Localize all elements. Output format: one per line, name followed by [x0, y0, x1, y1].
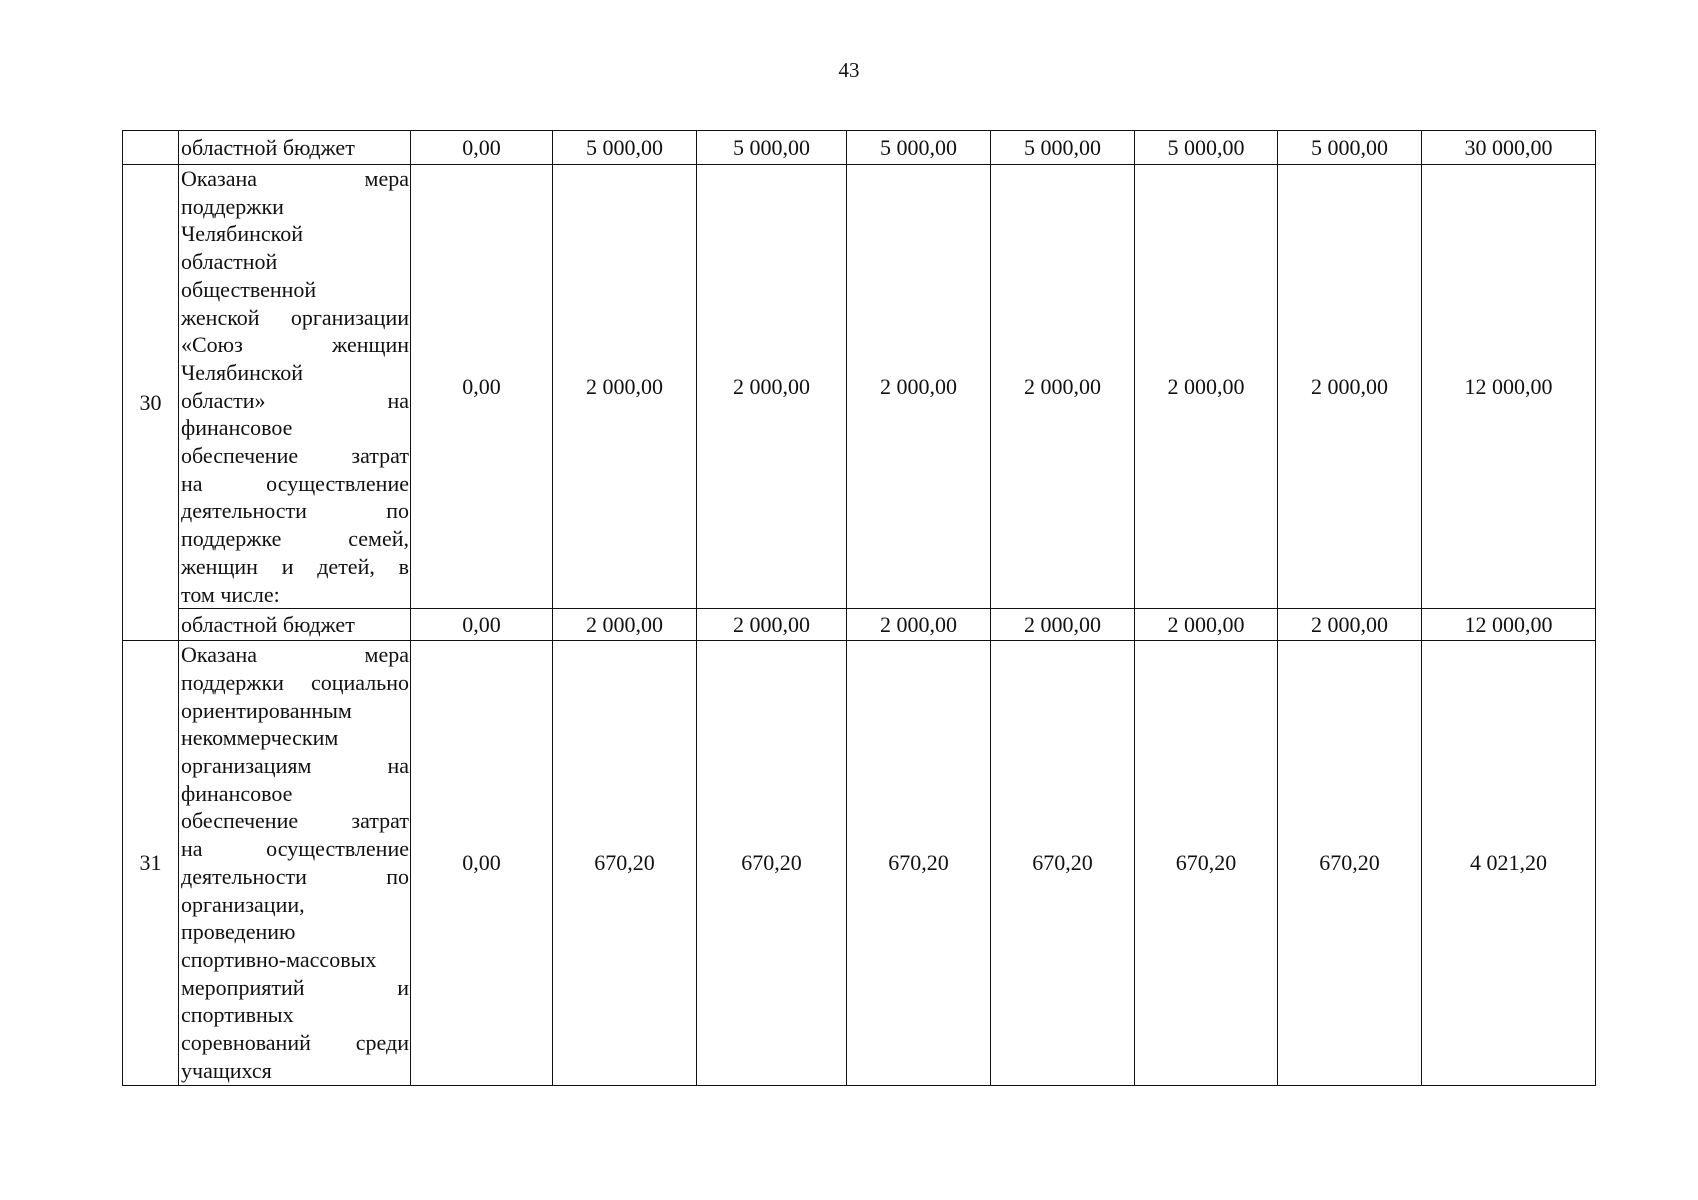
description-line: деятельности по — [181, 498, 409, 524]
row-description — [179, 641, 411, 1085]
description-line: Оказана мера — [181, 642, 409, 668]
value-cell: 2 000,00 — [1135, 165, 1278, 609]
value-cell: 2 000,00 — [847, 165, 991, 609]
value-cell: 670,20 — [847, 641, 991, 1085]
description-line: женской организации — [181, 304, 409, 330]
description-line: поддержки — [181, 193, 284, 219]
description-line: на осуществление — [181, 836, 409, 862]
value-cell: 5 000,00 — [697, 131, 847, 165]
total-cell: 4 021,20 — [1422, 641, 1596, 1085]
row-number: 31 — [123, 641, 179, 1085]
description-line: женщин и детей, в — [181, 553, 409, 579]
row-label: областной бюджет — [179, 131, 411, 165]
value-cell: 2 000,00 — [1278, 165, 1422, 609]
value-cell: 0,00 — [411, 609, 553, 641]
description-line: Оказана мера — [181, 166, 409, 191]
value-cell: 2 000,00 — [847, 609, 991, 641]
value-cell: 5 000,00 — [1278, 131, 1422, 165]
row-label: областной бюджет — [179, 609, 411, 641]
description-line: мероприятий и — [181, 974, 409, 1000]
description-line: спортивно-массовых — [181, 946, 377, 972]
value-cell: 0,00 — [411, 165, 553, 609]
description-line: проведению — [181, 919, 296, 945]
table-row — [123, 131, 1596, 165]
value-cell: 5 000,00 — [1135, 131, 1278, 165]
value-cell: 2 000,00 — [991, 165, 1135, 609]
value-cell: 2 000,00 — [697, 609, 847, 641]
description-line: Челябинской — [181, 221, 304, 247]
value-cell: 2 000,00 — [553, 165, 697, 609]
value-cell: 5 000,00 — [553, 131, 697, 165]
value-cell: 670,20 — [1278, 641, 1422, 1085]
description-line: деятельности по — [181, 863, 409, 889]
description-line: обеспечение затрат — [181, 808, 409, 834]
description-line: обеспечение затрат — [181, 443, 409, 469]
value-cell: 2 000,00 — [1135, 609, 1278, 641]
table-row — [123, 165, 1596, 609]
value-cell: 5 000,00 — [991, 131, 1135, 165]
value-cell: 5 000,00 — [847, 131, 991, 165]
description-line: поддержки социально — [181, 669, 409, 695]
value-cell: 2 000,00 — [553, 609, 697, 641]
description-line: финансовое — [181, 415, 293, 441]
description-line: спортивных — [181, 1002, 294, 1028]
description-line: Челябинской — [181, 359, 304, 385]
value-cell: 2 000,00 — [1278, 609, 1422, 641]
value-cell: 670,20 — [991, 641, 1135, 1085]
description-line: на осуществление — [181, 470, 409, 496]
description-line: соревнований среди — [181, 1030, 409, 1056]
description-line: организации, — [181, 891, 305, 917]
page-number: 43 — [838, 58, 860, 82]
row-description — [179, 165, 411, 609]
table-row — [123, 609, 1596, 641]
value-cell: 670,20 — [1135, 641, 1278, 1085]
value-cell: 2 000,00 — [697, 165, 847, 609]
total-cell: 12 000,00 — [1422, 165, 1596, 609]
value-cell: 0,00 — [411, 131, 553, 165]
description-line: областной — [181, 249, 278, 275]
description-line: общественной — [181, 276, 317, 302]
row-number: 30 — [123, 165, 179, 641]
value-cell: 670,20 — [697, 641, 847, 1085]
table-row — [123, 641, 1596, 1085]
description-line: ориентированным — [181, 697, 352, 723]
description-line: «Союз женщин — [181, 332, 409, 358]
total-cell: 30 000,00 — [1422, 131, 1596, 165]
description-line: области» на — [181, 387, 409, 413]
description-line: том числе: — [181, 581, 280, 607]
budget-table — [122, 130, 1596, 1086]
value-cell: 670,20 — [553, 641, 697, 1085]
value-cell: 2 000,00 — [991, 609, 1135, 641]
description-line: учащихся — [181, 1057, 272, 1083]
description-line: финансовое — [181, 780, 293, 806]
description-line: поддержке семей, — [181, 526, 409, 552]
description-line: некоммерческим — [181, 725, 339, 751]
value-cell: 0,00 — [411, 641, 553, 1085]
description-line: организациям на — [181, 753, 409, 779]
total-cell: 12 000,00 — [1422, 609, 1596, 641]
row-number-cell — [123, 131, 179, 165]
